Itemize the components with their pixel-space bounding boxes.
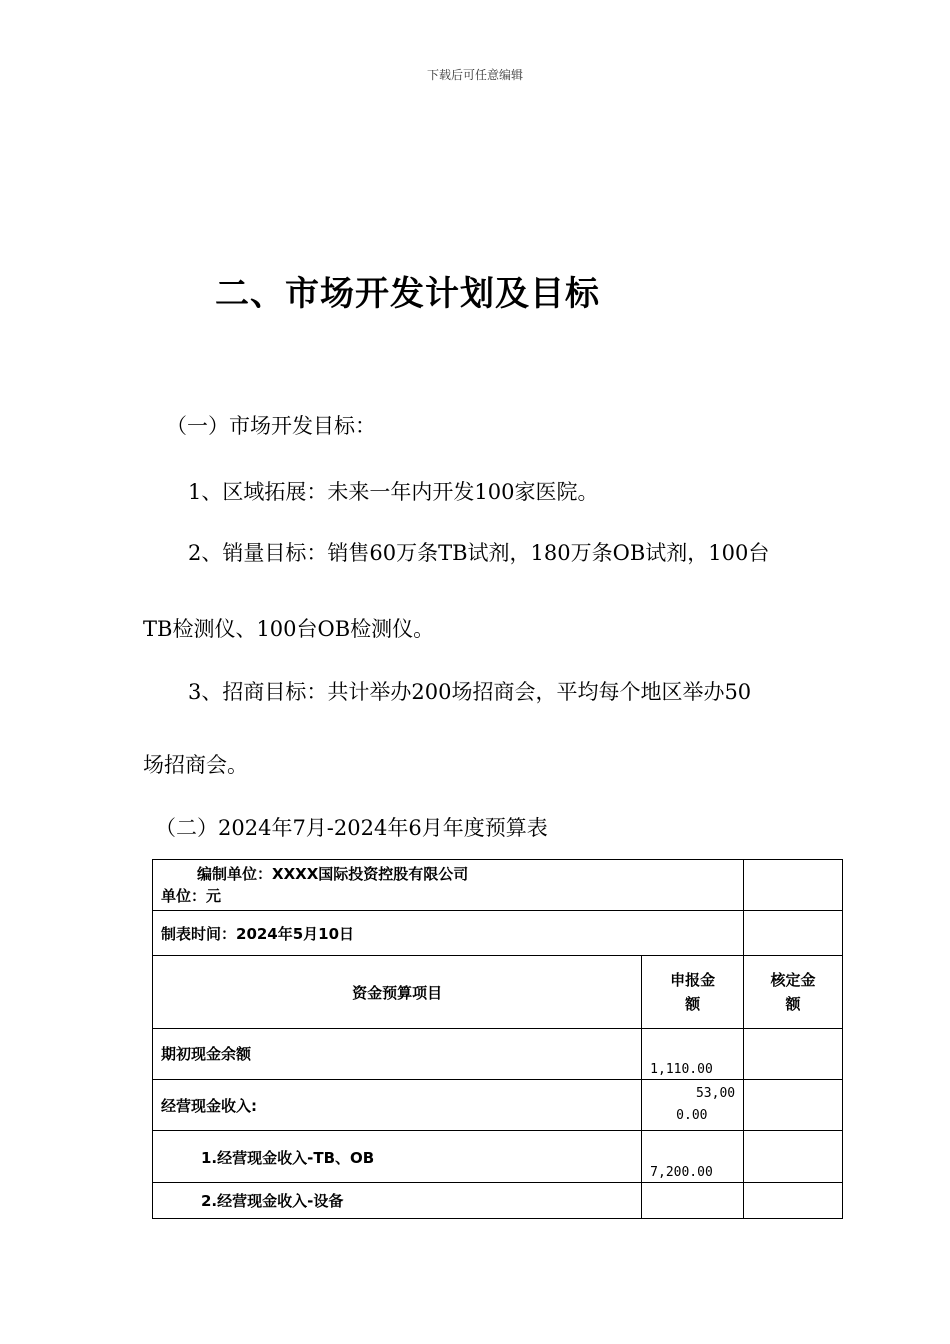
column-header-declared: [642, 956, 744, 1029]
column-header-approved: [744, 956, 843, 1029]
row-declared-amount-line1: 53,00: [695, 1086, 736, 1101]
table-row: [153, 1080, 843, 1131]
budget-table: [152, 859, 843, 1219]
column-header-declared-line1: 申报金: [670, 971, 716, 989]
row-declared-amount: 1,110.00: [642, 1029, 744, 1080]
row-item: 经营现金收入:: [153, 1080, 642, 1131]
row-declared-amount-line2: 0.00: [676, 1108, 708, 1123]
column-header-approved-line1: 核定金: [770, 971, 816, 989]
section-title: 二、市场开发计划及目标: [215, 274, 600, 314]
column-header-declared-line2: 额: [685, 995, 701, 1013]
row-item: 期初现金余额: [153, 1029, 642, 1080]
page-header-note: 下载后可任意编辑: [426, 68, 523, 82]
column-header-item: 资金预算项目: [153, 956, 642, 1029]
empty-cell: [744, 911, 843, 956]
goal-item-2-line2: TB检测仪、100台OB检测仪。: [143, 617, 435, 641]
row-item: 1.经营现金收入-TB、OB: [153, 1131, 642, 1183]
unit-label: 单位：元: [161, 887, 222, 905]
column-header-approved-line2: 额: [785, 995, 801, 1013]
row-item: 2.经营现金收入-设备: [153, 1183, 642, 1219]
row-approved-amount: [744, 1183, 843, 1219]
row-approved-amount: [744, 1131, 843, 1183]
row-approved-amount: [744, 1080, 843, 1131]
row-declared-amount: [642, 1080, 744, 1131]
section1-heading: （一）市场开发目标：: [166, 414, 376, 438]
date-label: 制表时间：2024年5月10日: [153, 911, 744, 956]
section2-heading: （二）2024年7月-2024年6月年度预算表: [155, 816, 548, 840]
goal-item-3-line2: 场招商会。: [143, 753, 248, 777]
goal-item-2-line1: 2、销量目标：销售60万条TB试剂，180万条OB试剂，100台: [188, 541, 770, 565]
row-declared-amount: [642, 1183, 744, 1219]
table-row: [153, 1183, 843, 1219]
table-row: [153, 860, 843, 911]
row-declared-amount: 7,200.00: [642, 1131, 744, 1183]
goal-item-3-line1: 3、招商目标：共计举办200场招商会，平均每个地区举办50: [188, 680, 752, 704]
table-row: [153, 1131, 843, 1183]
org-cell: [153, 860, 744, 911]
empty-cell: [744, 860, 843, 911]
goal-item-1: 1、区域拓展：未来一年内开发100家医院。: [188, 480, 599, 504]
table-row: [153, 1029, 843, 1080]
table-header-row: [153, 956, 843, 1029]
org-label: 编制单位：XXXX国际投资控股有限公司: [197, 865, 469, 883]
table-row: [153, 911, 843, 956]
row-approved-amount: [744, 1029, 843, 1080]
